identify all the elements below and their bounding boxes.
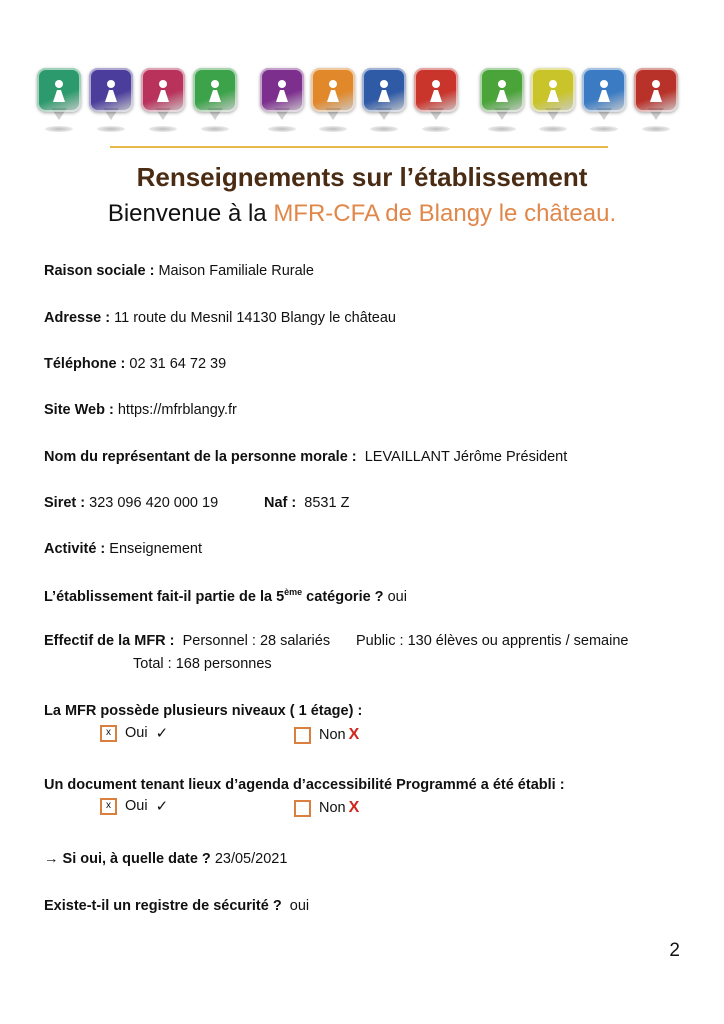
page-title: Renseignements sur l’établissement bbox=[136, 162, 588, 192]
categorie-line bbox=[44, 587, 407, 605]
naf-label: Naf : bbox=[264, 495, 297, 511]
raison-sociale-line bbox=[44, 263, 314, 279]
date-line bbox=[44, 851, 287, 867]
niveaux-label: La MFR possède plusieurs niveaux ( 1 étage) : bbox=[44, 703, 363, 719]
categorie-sup: ème bbox=[284, 587, 303, 597]
telephone-line bbox=[44, 356, 226, 372]
site-value: https://mfrblangy.fr bbox=[117, 402, 237, 418]
agenda-label: Un document tenant lieux d’agenda d’accessibilité Programmé a été établi : bbox=[44, 777, 565, 793]
telephone-label: Téléphone : bbox=[44, 356, 126, 372]
siret-value: 323 096 420 000 19 bbox=[89, 495, 219, 511]
categorie-label-a: L’établissement fait-il partie de la 5 bbox=[44, 588, 285, 605]
date-label: Si oui, à quelle date ? bbox=[62, 851, 211, 867]
agenda-oui-checkbox[interactable]: x bbox=[100, 798, 117, 815]
effectif-public: Public : 130 élèves ou apprentis / semaine bbox=[356, 633, 629, 649]
page-subtitle bbox=[0, 200, 724, 228]
categorie-label-b: catégorie ? bbox=[302, 588, 384, 605]
header-divider bbox=[110, 146, 608, 148]
cross-icon: X bbox=[348, 726, 360, 743]
effectif-label: Effectif de la MFR : bbox=[44, 633, 175, 649]
niveaux-non-label: Non bbox=[319, 727, 346, 743]
date-value: 23/05/2021 bbox=[214, 851, 288, 867]
registre-label: Existe-t-il un registre de sécurité ? bbox=[44, 898, 282, 914]
agenda-non-label: Non bbox=[319, 800, 346, 816]
cognitive-impairment-icon bbox=[89, 68, 133, 134]
categorie-value: oui bbox=[387, 588, 407, 605]
cross-icon: X bbox=[348, 799, 360, 816]
site-label: Site Web : bbox=[44, 402, 114, 418]
visual-impairment-icon bbox=[260, 68, 304, 134]
mental-disability-icon bbox=[311, 68, 355, 134]
agenda-oui-option[interactable] bbox=[100, 797, 168, 815]
date-arrow-icon: → bbox=[44, 851, 59, 867]
family-group-icon bbox=[582, 68, 626, 134]
niveaux-non-option[interactable] bbox=[294, 726, 359, 744]
hearing-impairment-icon bbox=[37, 68, 81, 134]
niveaux-oui-label: Oui bbox=[125, 725, 148, 741]
naf-value: 8531 Z bbox=[304, 495, 350, 511]
siret-line bbox=[44, 495, 218, 511]
subtitle-highlight: MFR-CFA de Blangy le château. bbox=[273, 200, 617, 227]
raison-label: Raison sociale : bbox=[44, 263, 155, 279]
niveaux-non-checkbox[interactable] bbox=[294, 727, 311, 744]
siret-label: Siret : bbox=[44, 495, 86, 511]
agenda-line bbox=[44, 777, 565, 793]
mobility-impairment-icon bbox=[141, 68, 185, 134]
adresse-value: 11 route du Mesnil 14130 Blangy le château bbox=[114, 310, 396, 326]
registre-value: oui bbox=[289, 898, 310, 914]
representant-value: LEVAILLANT Jérôme Président bbox=[364, 449, 568, 465]
page-number: 2 bbox=[669, 940, 680, 961]
niveaux-line bbox=[44, 703, 362, 719]
categorie-label bbox=[44, 589, 384, 605]
effectif-line bbox=[44, 633, 330, 649]
elevator-icon bbox=[193, 68, 237, 134]
blind-cane-icon bbox=[480, 68, 524, 134]
effectif-total: Total : 168 personnes bbox=[133, 656, 272, 672]
registre-line bbox=[44, 898, 309, 914]
niveaux-oui-checkbox[interactable]: x bbox=[100, 725, 117, 742]
agenda-non-option[interactable] bbox=[294, 799, 359, 817]
agenda-oui-label: Oui bbox=[125, 798, 148, 814]
wheelchair-icon bbox=[362, 68, 406, 134]
activite-label: Activité : bbox=[44, 541, 106, 557]
disabled-parking-icon bbox=[414, 68, 458, 134]
check-icon: ✓ bbox=[155, 725, 169, 742]
activite-line bbox=[44, 541, 202, 557]
guide-dog-icon bbox=[531, 68, 575, 134]
naf-line bbox=[264, 495, 349, 511]
adresse-line bbox=[44, 310, 396, 326]
adresse-label: Adresse : bbox=[44, 310, 111, 326]
effectif-personnel: Personnel : 28 salariés bbox=[182, 633, 331, 649]
activite-value: Enseignement bbox=[109, 541, 202, 557]
site-web-line bbox=[44, 402, 237, 418]
agenda-non-checkbox[interactable] bbox=[294, 800, 311, 817]
telephone-value: 02 31 64 72 39 bbox=[129, 356, 227, 372]
raison-value: Maison Familiale Rurale bbox=[158, 263, 314, 279]
niveaux-oui-option[interactable] bbox=[100, 724, 168, 742]
representant-label: Nom du représentant de la personne morale : bbox=[44, 449, 357, 465]
ramp-icon bbox=[634, 68, 678, 134]
accessibility-icon-banner bbox=[0, 68, 724, 140]
check-icon: ✓ bbox=[155, 798, 169, 815]
subtitle-prefix: Bienvenue à la bbox=[107, 200, 274, 227]
representant-line bbox=[44, 449, 567, 465]
